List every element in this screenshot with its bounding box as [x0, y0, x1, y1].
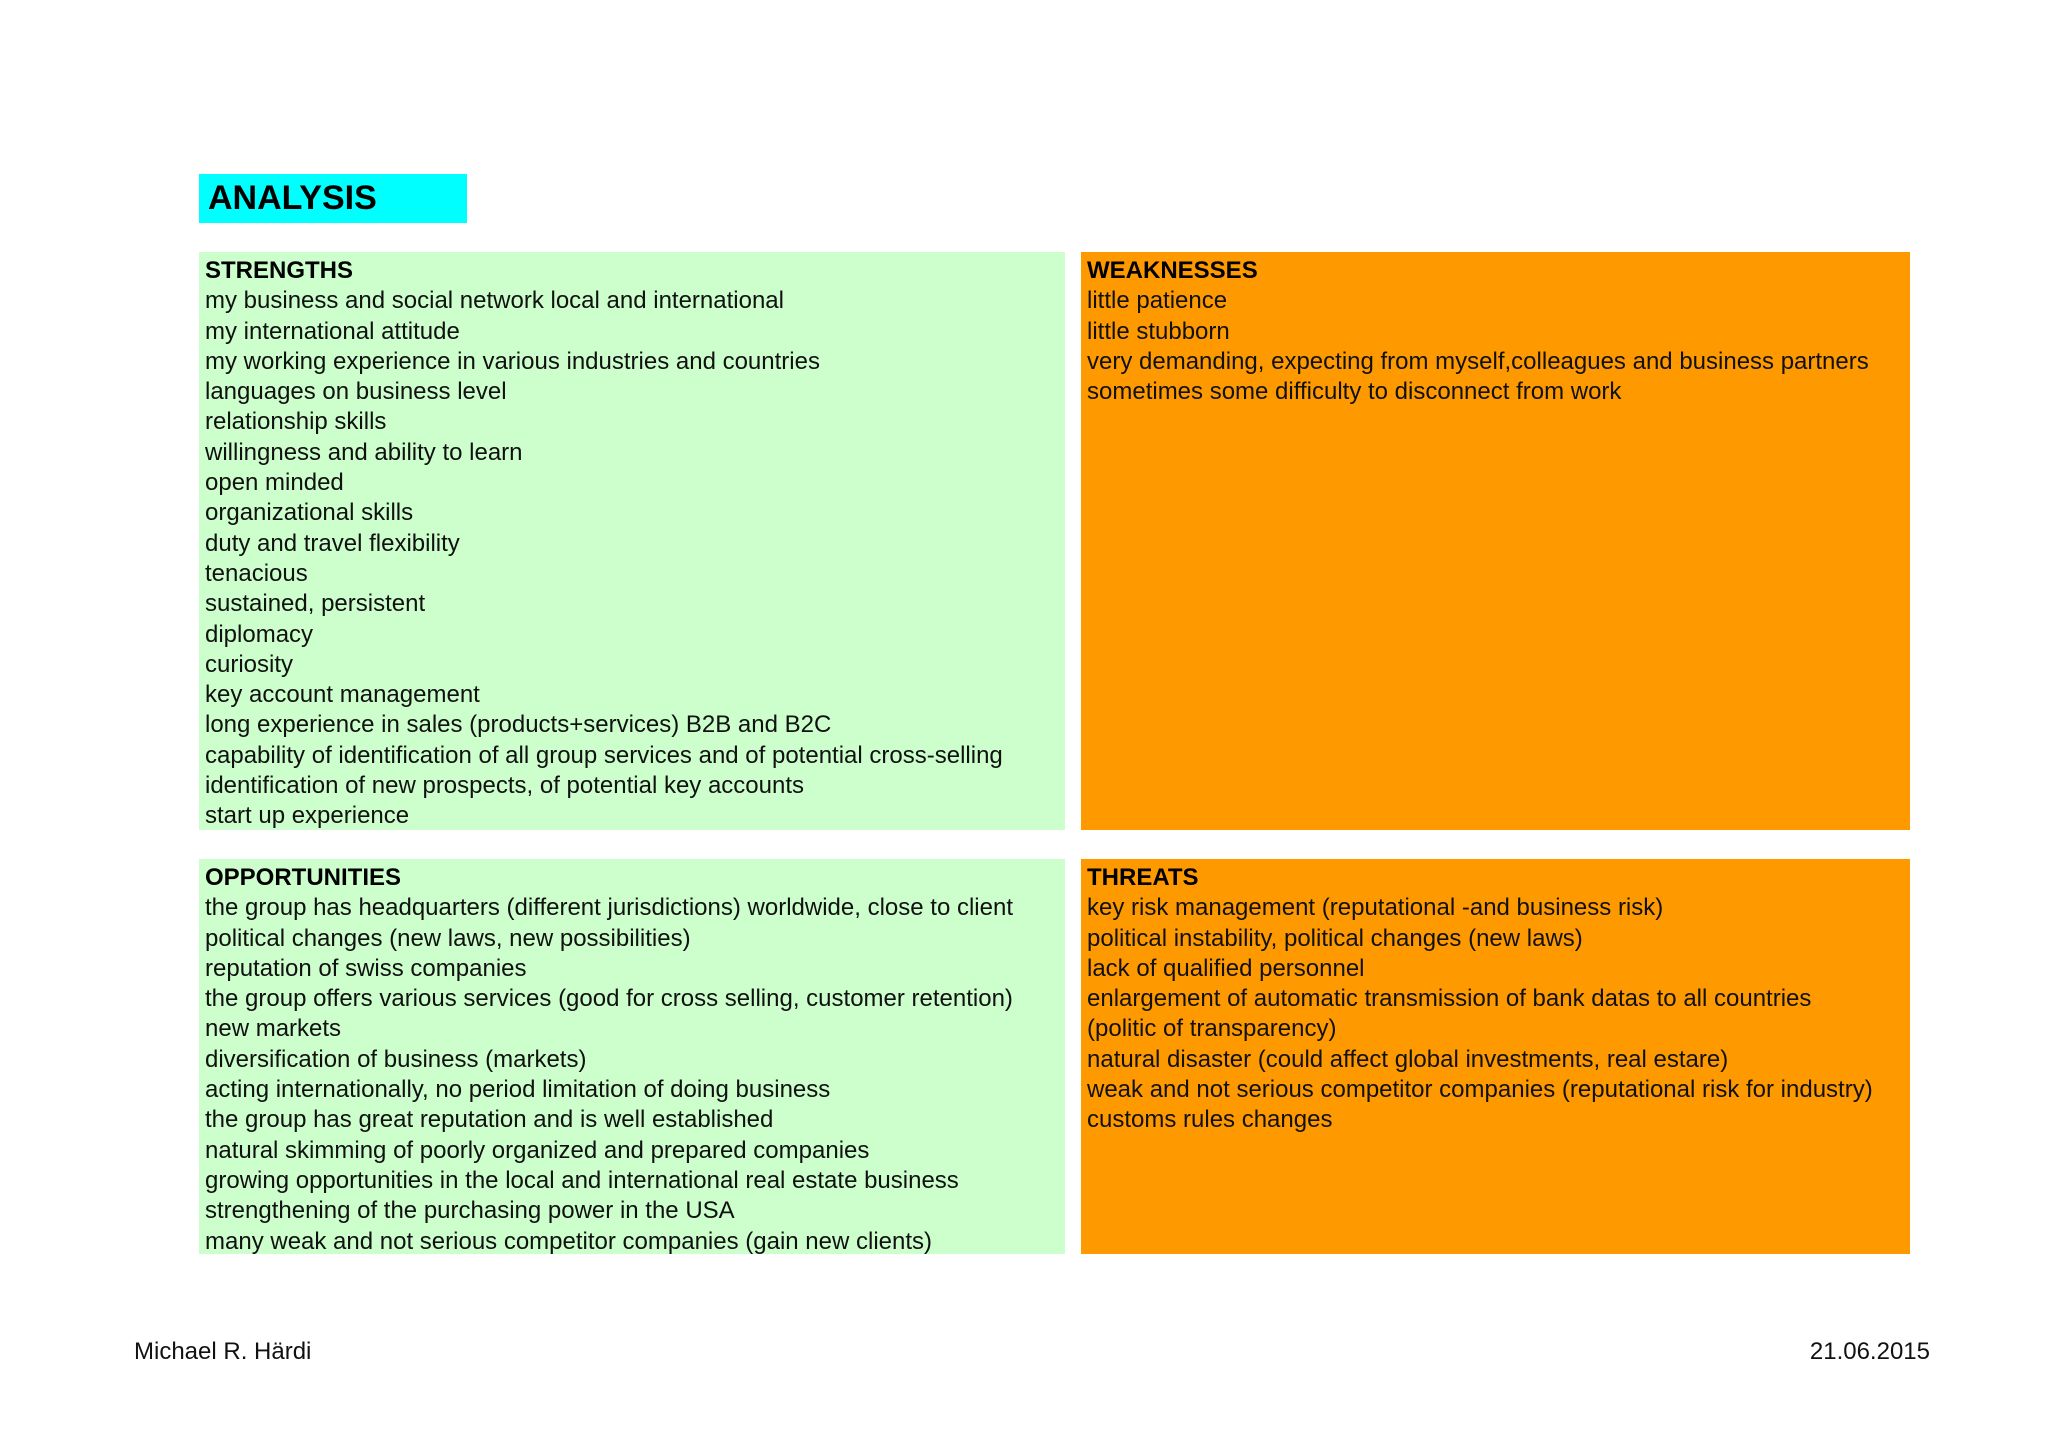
- strengths-item: sustained, persistent: [205, 590, 426, 618]
- opportunities-box: [199, 859, 1065, 1254]
- strengths-item: start up experience: [205, 802, 410, 830]
- threats-item: enlargement of automatic transmission of bank datas to all countries: [1087, 985, 1812, 1013]
- strengths-item: my business and social network local and international: [205, 287, 784, 315]
- strengths-heading: STRENGTHS: [205, 257, 354, 284]
- threats-heading: THREATS: [1087, 864, 1199, 891]
- strengths-item: diplomacy: [205, 620, 314, 648]
- strengths-item: my international attitude: [205, 317, 460, 345]
- opportunities-item: natural skimming of poorly organized and prepared companies: [205, 1136, 870, 1164]
- strengths-item: willingness and ability to learn: [205, 438, 523, 466]
- opportunities-item: acting internationally, no period limitation of doing business: [205, 1076, 831, 1104]
- strengths-item: my working experience in various industries and countries: [205, 347, 820, 375]
- opportunities-item: the group has headquarters (different jurisdictions) worldwide, close to client: [205, 894, 1013, 922]
- threats-item: natural disaster (could affect global investments, real estare): [1087, 1045, 1729, 1073]
- weaknesses-box: [1081, 252, 1910, 830]
- threats-item: (politic of transparency): [1087, 1015, 1337, 1043]
- weaknesses-list: [1087, 286, 1910, 407]
- weaknesses-item: sometimes some difficulty to disconnect from work: [1087, 378, 1622, 406]
- opportunities-item: strengthening of the purchasing power in the USA: [205, 1197, 735, 1225]
- threats-box: [1081, 859, 1910, 1254]
- strengths-item: relationship skills: [205, 408, 387, 436]
- strengths-item: identification of new prospects, of potential key accounts: [205, 772, 805, 800]
- opportunities-item: the group offers various services (good for cross selling, customer retention): [205, 985, 1013, 1013]
- strengths-list: [205, 286, 1065, 830]
- opportunities-item: new markets: [205, 1015, 342, 1043]
- strengths-box: [199, 252, 1065, 830]
- weaknesses-item: little stubborn: [1087, 317, 1230, 345]
- strengths-item: duty and travel flexibility: [205, 529, 460, 557]
- weaknesses-item: very demanding, expecting from myself,colleagues and business partners: [1087, 347, 1869, 375]
- strengths-item: tenacious: [205, 559, 308, 587]
- strengths-item: key account management: [205, 681, 480, 709]
- opportunities-item: diversification of business (markets): [205, 1045, 587, 1073]
- threats-item: key risk management (reputational -and business risk): [1087, 894, 1664, 922]
- strengths-item: curiosity: [205, 650, 294, 678]
- weaknesses-heading: WEAKNESSES: [1087, 257, 1258, 284]
- opportunities-item: political changes (new laws, new possibilities): [205, 924, 691, 952]
- footer-author: Michael R. Härdi: [134, 1338, 312, 1365]
- opportunities-list: [205, 893, 1065, 1254]
- threats-list: [1087, 893, 1910, 1135]
- footer-date: 21.06.2015: [1809, 1338, 1930, 1365]
- opportunities-item: reputation of swiss companies: [205, 954, 527, 982]
- opportunities-item: the group has great reputation and is well established: [205, 1106, 774, 1134]
- strengths-item: languages on business level: [205, 378, 507, 406]
- threats-item: political instability, political changes (new laws): [1087, 924, 1583, 952]
- strengths-item: organizational skills: [205, 499, 414, 527]
- opportunities-item: growing opportunities in the local and international real estate business: [205, 1166, 959, 1194]
- title-box: [199, 174, 467, 223]
- strengths-item: long experience in sales (products+services) B2B and B2C: [205, 711, 832, 739]
- opportunities-heading: OPPORTUNITIES: [205, 864, 402, 891]
- opportunities-item: many weak and not serious competitor companies (gain new clients): [205, 1227, 933, 1254]
- threats-item: weak and not serious competitor companies (reputational risk for industry): [1087, 1076, 1873, 1104]
- threats-item: lack of qualified personnel: [1087, 954, 1365, 982]
- threats-item: customs rules changes: [1087, 1106, 1333, 1134]
- strengths-item: capability of identification of all group services and of potential cross-selling: [205, 741, 1003, 769]
- strengths-item: open minded: [205, 469, 344, 497]
- page-title: ANALYSIS: [208, 179, 377, 217]
- weaknesses-item: little patience: [1087, 287, 1228, 315]
